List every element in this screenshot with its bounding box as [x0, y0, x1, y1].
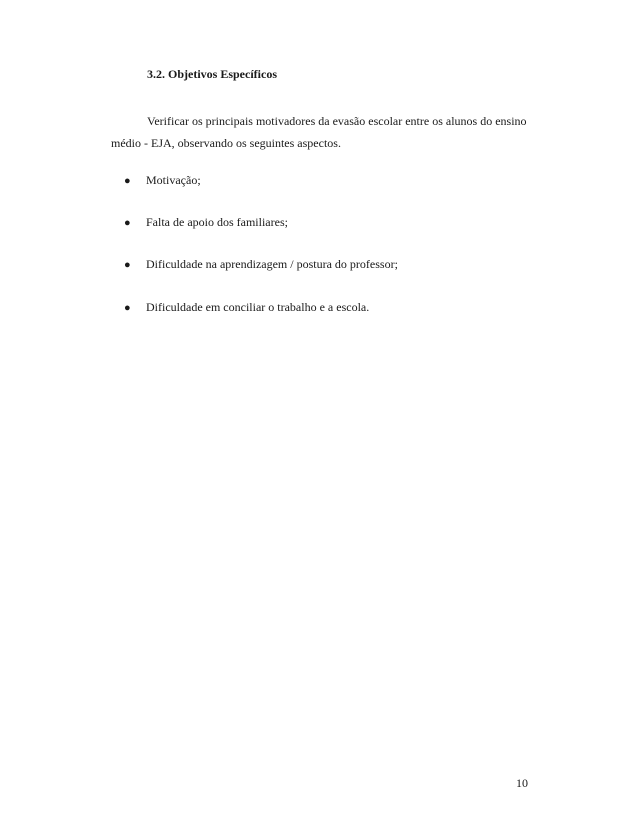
list-item [124, 256, 398, 273]
list-item-text: Dificuldade na aprendizagem / postura do professor; [146, 257, 398, 271]
bullet-icon: ● [124, 259, 131, 271]
section-heading: 3.2. Objetivos Específicos [147, 67, 277, 81]
paragraph-line-1 [111, 110, 531, 132]
list-item-text: Dificuldade em conciliar o trabalho e a escola. [146, 300, 370, 314]
bullet-icon: ● [124, 175, 131, 187]
page-number: 10 [516, 776, 528, 790]
list-item [124, 299, 369, 316]
list-item [124, 172, 201, 189]
paragraph-line-2: médio - EJA, observando os seguintes aspectos. [111, 136, 341, 150]
list-item-text: Motivação; [146, 173, 201, 187]
list-item [124, 214, 288, 231]
bullet-icon: ● [124, 302, 131, 314]
list-item-text: Falta de apoio dos familiares; [146, 215, 288, 229]
paragraph-text-1: Verificar os principais motivadores da evasão escolar entre os alunos do ensino [147, 114, 527, 128]
intro-paragraph [111, 110, 531, 154]
bullet-icon: ● [124, 217, 131, 229]
